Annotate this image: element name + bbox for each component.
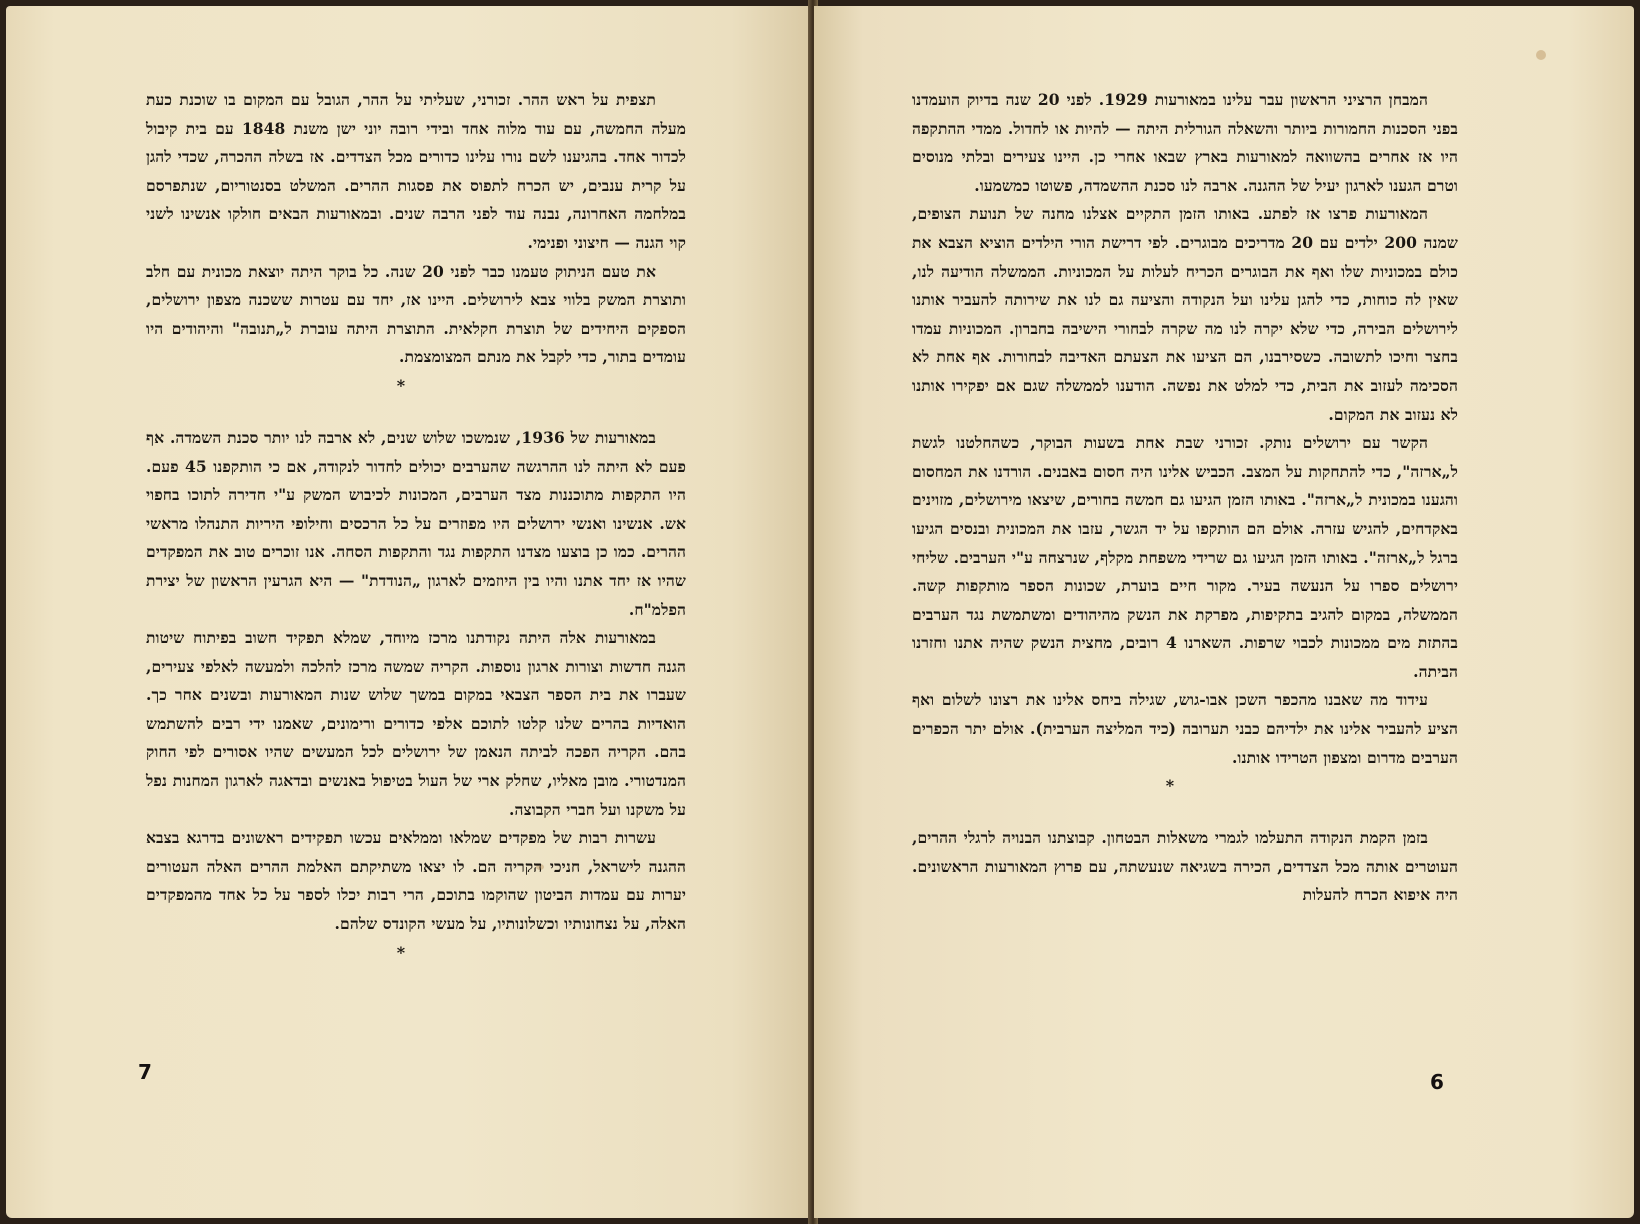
- right-page-text: [912, 86, 1458, 910]
- paragraph: במאורעות של 1936, שנמשכו שלוש שנים, לא ארבה לנו יותר סכנת השמדה. אף פעם לא היתה לנו ההרגשה שהערבים יכולים לחדור לנקודה, אם כי הותקפנו 45 פעם. היו התקפות מתוכננות מצד הערבים, המכונות לכיבוש המשק ע"י חדירה לתוכו בחפוי אש. אנשינו ואנשי ירושלים היו מפוזרים על כל הרכסים וחילופי היריות התנהלו מראשי ההרים. כמו כן בוצעו מצדנו התקפות נגד והתקפות הסחה. אנו זוכרים טוב את המפקדים שהיו אז יחד אתנו והיו בין היוזמים לארגון „הנודדת" — היא הגרעין הראשון של יצירת הפלמ"ח.: [146, 427, 686, 619]
- paragraph: המאורעות פרצו אז לפתע. באותו הזמן התקיים אצלנו מחנה של תנועת הצופים, שמנה 200 ילדים עם 20 מדריכים מבוגרים. לפי דרישת הורי הילדים הוציא הצבא את כולם במכוניות שלו ואף את הבוגרים הכריח לעלות על המכוניות. הממשלה הודיעה לנו, שאין לה כוחות, כדי להגן עלינו ועל הנקודה והציעה גם לנו את שירותה להעביר אותנו לירושלים הבירה, כדי שלא יקרה לנו מה שקרה לבחורי הישיבה בחברון. המכוניות עמדו בחצר וחיכו לתשובה. כשסירבנו, הם הציעו את הצעתם האדיבה לבחורות. אף אחת לא הסכימה לעזוב את הבית, כדי למלט את נפשה. הודענו לממשלה שגם אם יפקירו אותנו לא נעזוב את המקום.: [912, 204, 1459, 424]
- paragraph: את טעם הניתוק טעמנו כבר לפני 20 שנה. כל בוקר היתה יוצאת מכונית עם חלב ותוצרת המשק בלווי צבא לירושלים. היינו אז, יחד עם עטרות ששכנה מצפון ירושלים, הספקים היחידים של תוצרת חקלאית. התוצרת היתה עוברת ל„תנובה" והיהודים היו עומדים בתור, כדי לקבל את מנתם המצומצמת.: [146, 261, 686, 367]
- paragraph: במאורעות אלה היתה נקודתנו מרכז מיוחד, שמלא תפקיד חשוב בפיתוח שיטות הגנה חדשות וצורות ארגון נוספות. הקריה שמשה מרכז להלכה ולמעשה לאלפי צעירים, שעברו את בית הספר הצבאי במקום במשך שלוש שנות המאורעות ובשנים אחר כך. הואדיות בהרים שלנו קלטו לתוכם אלפי כדורים ורימונים, שאמנו ידי רבים להשתמש בהם. הקריה הפכה לביתה הנאמן של ירושלים לכל המעשים שהיו אסורים לפי החוק המנדטורי. מובן מאליו, שחלק ארי של העול בטיפול באנשים ובדאגה לארגון המחנות נפל על משקנו ועל חברי הקבוצה.: [146, 628, 686, 819]
- page-number: 6: [1430, 1070, 1444, 1094]
- paragraph: תצפית על ראש ההר. זכורני, שעליתי על ההר, הגובל עם המקום בו שוכנת כעת מעלה החמשה, עם עוד מלוה אחד ובידי רובה יוני ישן משנת 1848 עם בית קיבול לכדור אחד. בהגיענו לשם נורו עלינו כדורים מכל הצדדים. אז בשלה ההכרה, שכדי להגן על קרית ענבים, יש הכרח לתפוס את פסגות ההרים. המשלט בסנטוריום, שנתפרסם במלחמה האחרונה, נבנה עוד לפני הרבה שנים. ובמאורעות הבאים חולקו אנשינו לשני קוי הגנה — חיצוני ופנימי.: [146, 90, 686, 252]
- paragraph: בזמן הקמת הנקודה התעלמו לגמרי משאלות הבטחון. קבוצתנו הבנויה לרגלי ההרים, העוטרים אותה מכל הצדדים, הכירה בשגיאה שנעשתה, עם פרוץ המאורעות הראשונים. היה איפוא הכרח להעלות: [912, 828, 1458, 905]
- paragraph: עידוד מה שאבנו מהכפר השכן אבו-גוש, שגילה ביחס אלינו את רצונו לשלום ואף הציע להעביר אלינו את ילדיהם כבני תערובה (כיד המליצה הערבית). אולם יתר הכפרים הערבים מדרום ומצפון הטרידו אותנו.: [912, 690, 1458, 767]
- paragraph: המבחן הרציני הראשון עבר עלינו במאורעות 1929. לפני 20 שנה בדיוק הועמדנו בפני הסכנות החמורות ביותר והשאלה הגורלית היתה — להיות או לחדול. ממדי ההתקפה היו אז אחרים בהשוואה למאורעות בארץ שבאו אחרי כן. היינו צעירים ובלתי מנוסים וטרם הגענו לארגון יעיל של ההגנה. ארבה לנו סכנת ההשמדה, פשוטו כמשמעו.: [912, 90, 1458, 195]
- left-page-text: [146, 86, 686, 991]
- paragraph: הקשר עם ירושלים נותק. זכורני שבת אחת בשעות הבוקר, כשהחלטנו לגשת ל„ארזה", כדי להתחקות על המצב. הכביש אלינו היה חסום באבנים. הורדנו את המחסום והגענו במכונית ל„ארזה". באותו הזמן הגיעו גם חמשה בחורים, שיצאו מירושלים, מזוינים באקדחים, להגיש עזרה. אולם הם הותקפו על יד הגשר, עזבו את המכונית ובנסים הגיעו ברגל ל„ארזה". באותו הזמן הגיעו גם שרידי משפחת מקלף, שנרצחה ע"י הערבים. שליחי ירושלים ספרו על הנעשה בעיר. מקור חיים בוערת, שכונות הספר מותקפות קשה. הממשלה, במקום להגיב בתקיפות, מפרקת את הנשק מהיהודים ומשתמשת נגד הערבים בהתזת מים ממכונות לכבוי שרפות. השארנו 4 רובים, מחצית הנשק שהיה אתנו וחזרנו הביתה.: [912, 433, 1458, 681]
- left-page: [6, 6, 812, 1218]
- right-page: [814, 6, 1634, 1218]
- paragraph: עשרות רבות של מפקדים שמלאו וממלאים עכשו תפקידים ראשונים בדרגא בצבא ההגנה לישראל, חניכי הקריה הם. לו יצאו משתיקתם האלמת ההרים האלה העטורים יערות עם עמדות הביטון שהוקמו בתוכם, הרי רבות יכלו לספר על כל אחד מהמפקדים האלה, על נצחונותיו וכשלונותיו, על מעשי הקונדס שלהם.: [146, 828, 686, 934]
- section-separator: *: [396, 375, 406, 395]
- paper-stain: [1536, 50, 1546, 60]
- section-separator: *: [1165, 776, 1175, 796]
- page-number: 7: [138, 1060, 152, 1084]
- section-separator: *: [396, 942, 406, 962]
